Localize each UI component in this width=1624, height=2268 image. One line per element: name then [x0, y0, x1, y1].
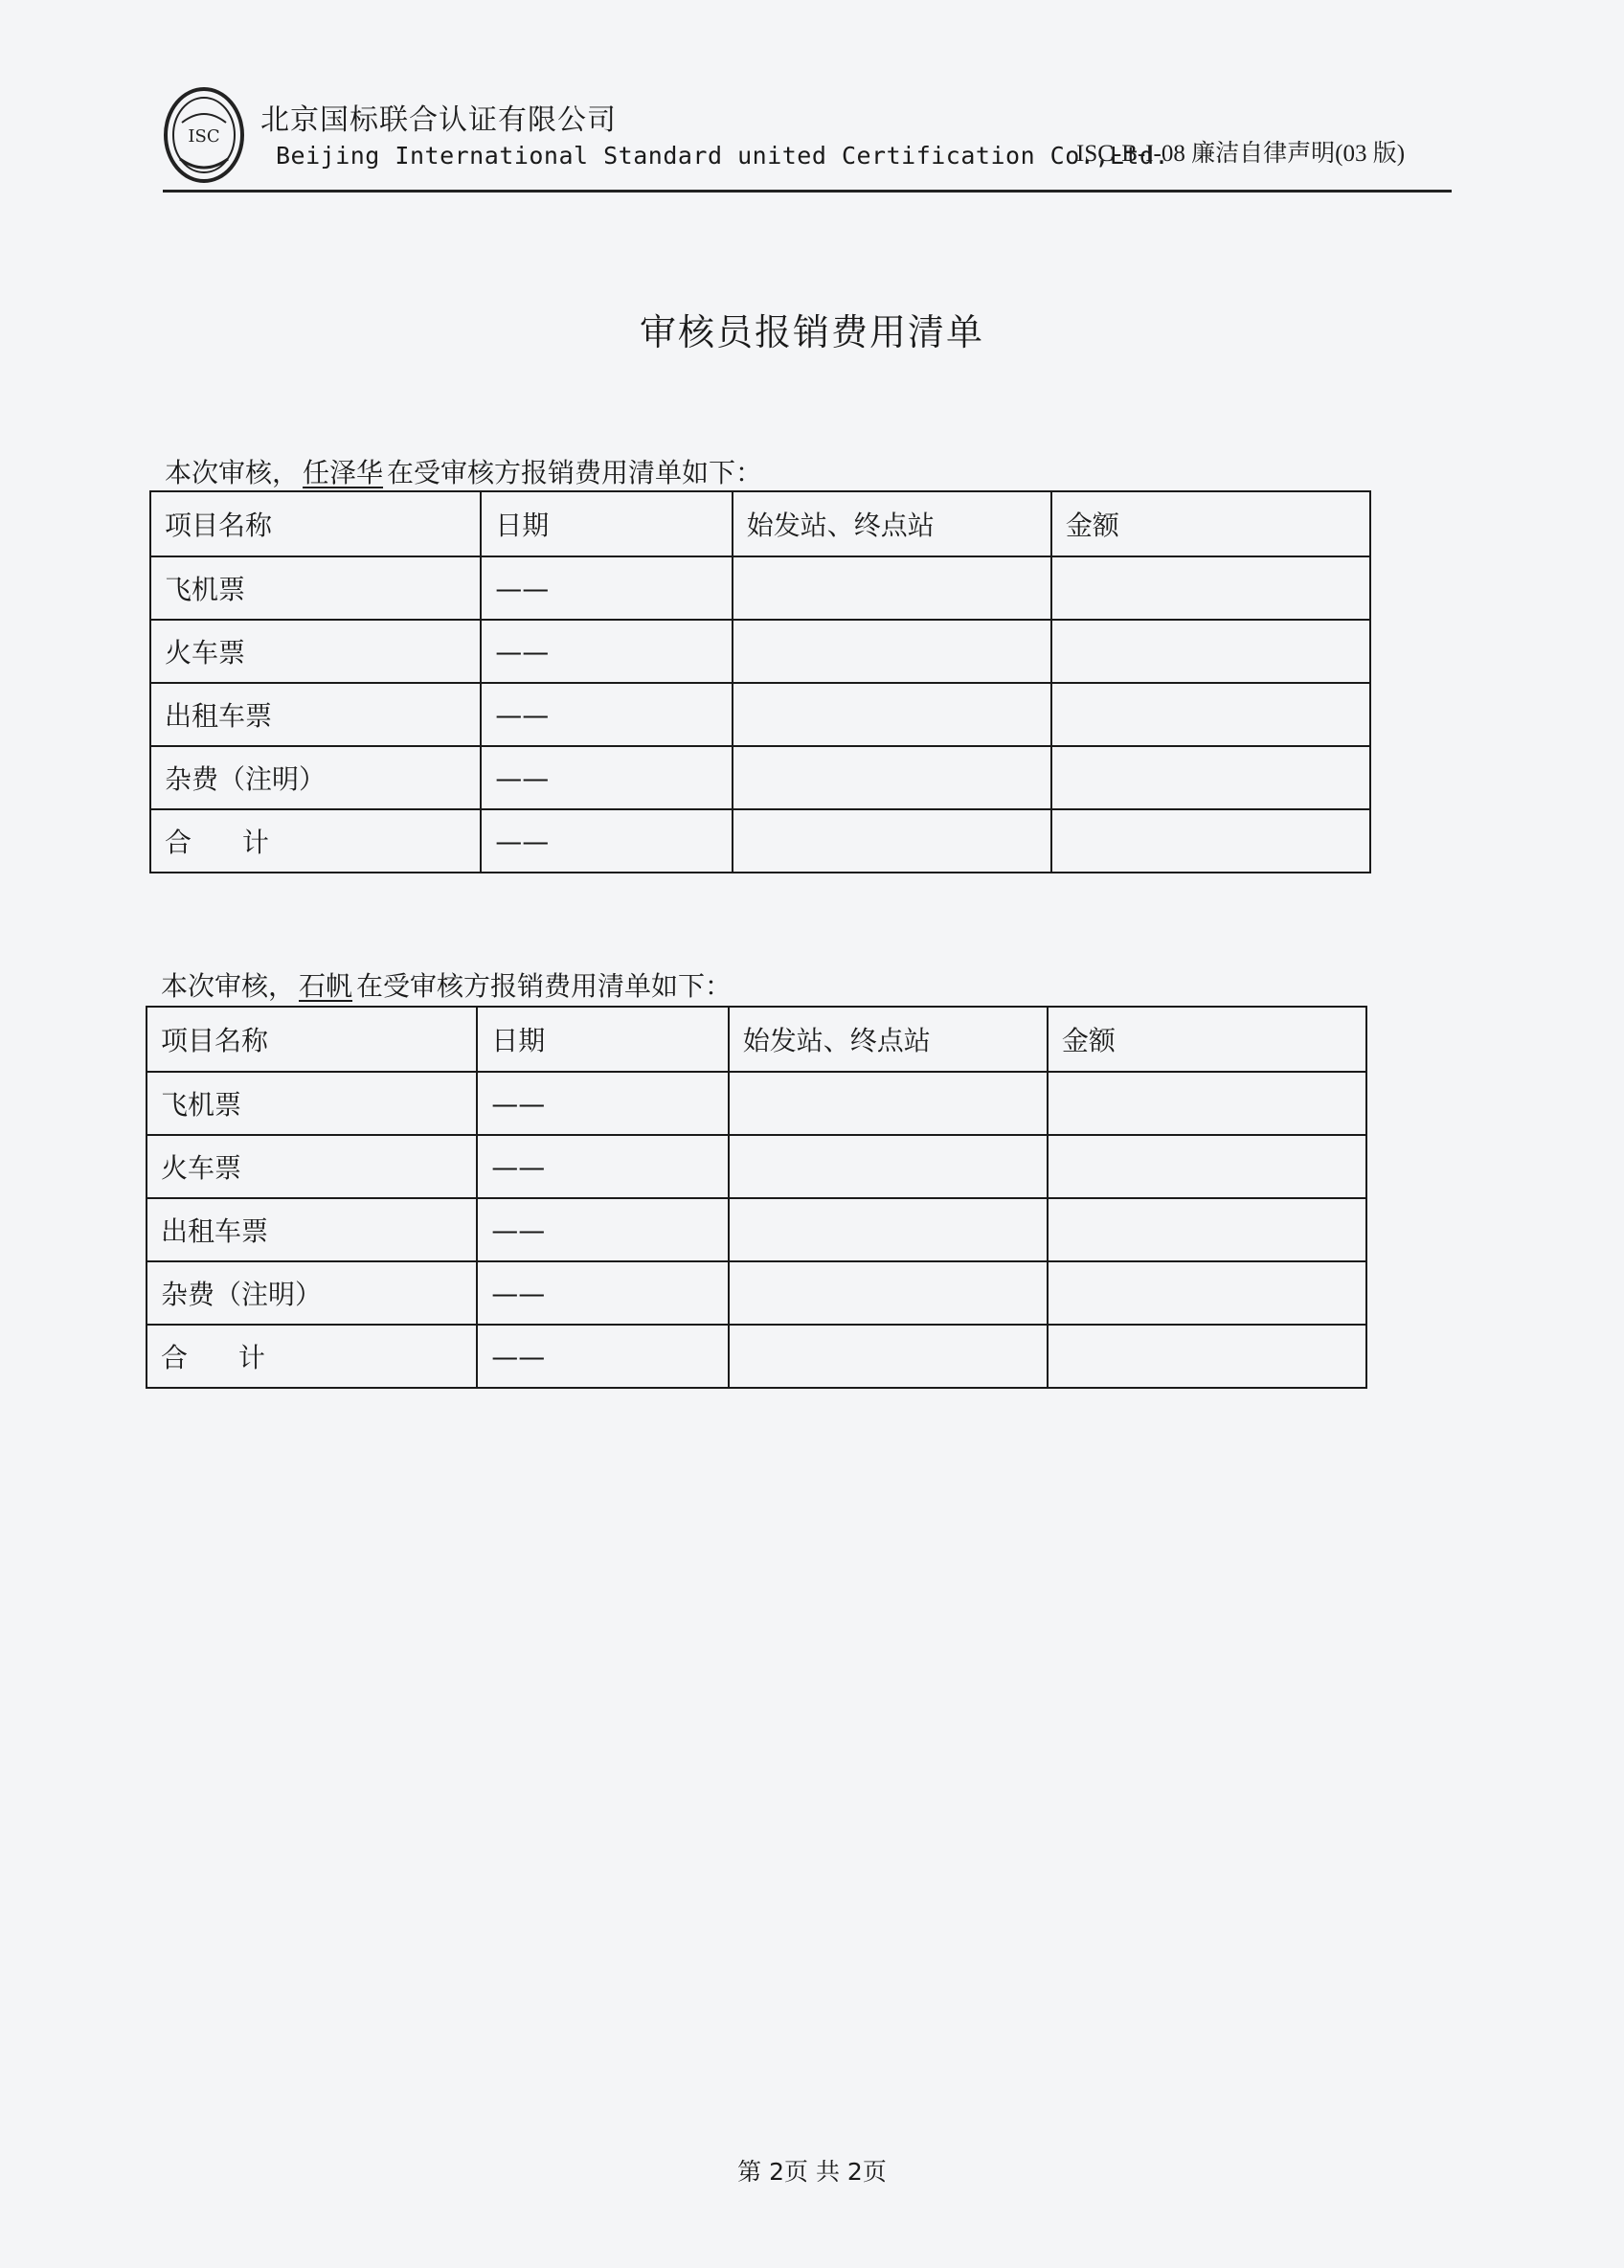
- route-cell: [729, 1072, 1048, 1135]
- amount-cell: [1051, 620, 1370, 683]
- expense-table-1: [149, 490, 1371, 873]
- date-cell: ——: [481, 809, 732, 873]
- column-header: 金额: [1051, 491, 1370, 556]
- date-cell: ——: [481, 683, 732, 746]
- column-header: 始发站、终点站: [733, 491, 1051, 556]
- item-cell: 飞机票: [147, 1072, 477, 1135]
- route-cell: [733, 809, 1051, 873]
- table-total-row: [150, 809, 1370, 873]
- item-cell: 合 计: [147, 1325, 477, 1388]
- document-title: 审核员报销费用清单: [639, 311, 984, 353]
- intro-prefix: 本次审核，: [165, 457, 300, 488]
- intro-suffix: 在受审核方报销费用清单如下：: [356, 970, 733, 1002]
- route-cell: [729, 1135, 1048, 1198]
- column-header: 日期: [481, 491, 732, 556]
- amount-cell: [1048, 1072, 1366, 1135]
- column-header: 项目名称: [147, 1007, 477, 1072]
- route-cell: [733, 683, 1051, 746]
- company-logo: [161, 84, 247, 186]
- date-cell: ——: [477, 1325, 728, 1388]
- route-cell: [729, 1198, 1048, 1261]
- table-row: [147, 1072, 1366, 1135]
- item-cell: 杂费（注明）: [150, 746, 481, 809]
- table-row: [147, 1261, 1366, 1325]
- column-header: 项目名称: [150, 491, 481, 556]
- section-2-intro: [161, 965, 732, 1004]
- amount-cell: [1051, 683, 1370, 746]
- page-number: 第 2页 共 2页: [737, 2158, 887, 2186]
- column-header: 始发站、终点站: [729, 1007, 1048, 1072]
- date-cell: ——: [477, 1198, 728, 1261]
- date-cell: ——: [477, 1261, 728, 1325]
- column-header: 日期: [477, 1007, 728, 1072]
- item-cell: 合 计: [150, 809, 481, 873]
- date-cell: ——: [477, 1072, 728, 1135]
- table-header-row: [150, 491, 1370, 556]
- item-cell: 飞机票: [150, 556, 481, 620]
- route-cell: [733, 620, 1051, 683]
- section-1-intro: [165, 452, 762, 490]
- route-cell: [729, 1325, 1048, 1388]
- date-cell: ——: [477, 1135, 728, 1198]
- amount-cell: [1051, 556, 1370, 620]
- amount-cell: [1048, 1135, 1366, 1198]
- item-cell: 出租车票: [147, 1198, 477, 1261]
- item-cell: 火车票: [150, 620, 481, 683]
- intro-prefix: 本次审核，: [161, 970, 296, 1002]
- date-cell: ——: [481, 746, 732, 809]
- header-divider: [163, 190, 1452, 193]
- route-cell: [733, 556, 1051, 620]
- table-total-row: [147, 1325, 1366, 1388]
- auditor-name: 任泽华: [303, 457, 384, 488]
- amount-cell: [1051, 746, 1370, 809]
- table-header-row: [147, 1007, 1366, 1072]
- date-cell: ——: [481, 556, 732, 620]
- table-row: [150, 683, 1370, 746]
- item-cell: 杂费（注明）: [147, 1261, 477, 1325]
- item-cell: 出租车票: [150, 683, 481, 746]
- company-name-en: Beijing International Standard united Certification Co.,Ltd.: [276, 142, 1170, 170]
- table-row: [147, 1198, 1366, 1261]
- route-cell: [733, 746, 1051, 809]
- amount-cell: [1048, 1325, 1366, 1388]
- table-row: [150, 556, 1370, 620]
- auditor-name: 石帆: [299, 970, 353, 1002]
- table-row: [150, 620, 1370, 683]
- column-header: 金额: [1048, 1007, 1366, 1072]
- svg-text:ISC: ISC: [188, 126, 220, 147]
- intro-suffix: 在受审核方报销费用清单如下：: [387, 457, 763, 488]
- table-row: [147, 1135, 1366, 1198]
- table-row: [150, 746, 1370, 809]
- route-cell: [729, 1261, 1048, 1325]
- amount-cell: [1048, 1198, 1366, 1261]
- amount-cell: [1048, 1261, 1366, 1325]
- amount-cell: [1051, 809, 1370, 873]
- item-cell: 火车票: [147, 1135, 477, 1198]
- company-name-cn: 北京国标联合认证有限公司: [260, 103, 617, 137]
- date-cell: ——: [481, 620, 732, 683]
- document-code: ISC-B-I-08 廉洁自律声明(03 版): [1076, 141, 1406, 167]
- expense-table-2: [146, 1006, 1367, 1389]
